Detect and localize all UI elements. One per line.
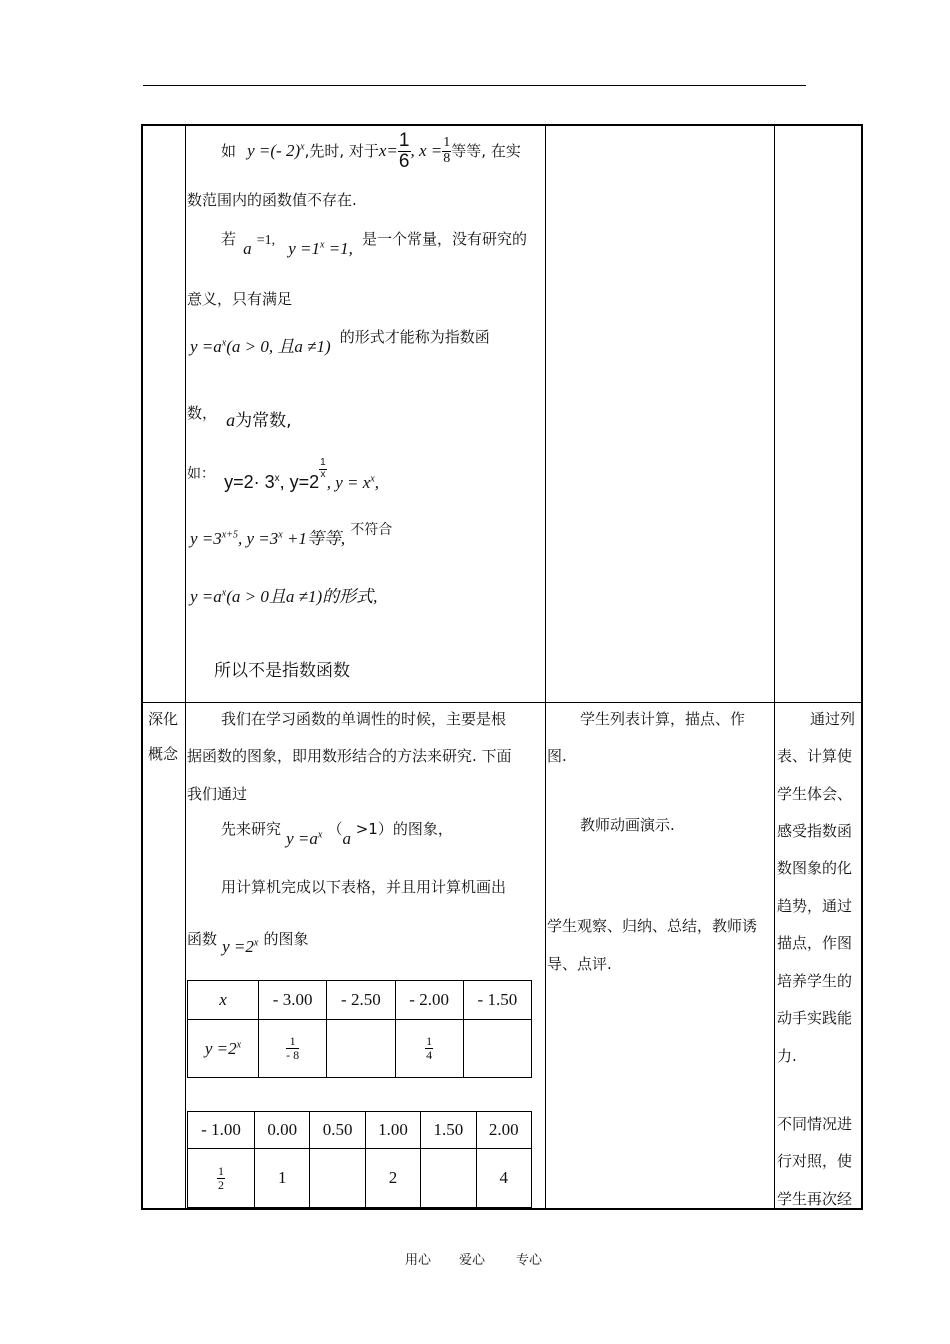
table2-value-cell: 4	[476, 1149, 531, 1208]
table1-header-cell: - 2.50	[327, 981, 395, 1020]
row2-col1-line2: 概念	[148, 745, 179, 763]
row1-l1-tail: 等等, 在实	[451, 141, 521, 160]
row2-col4-line3: 学生体会、	[777, 785, 853, 803]
header-rule	[143, 85, 806, 86]
table1-row-label: $y =2^x$	[188, 1020, 259, 1078]
footer-item-3: 专心	[516, 1253, 543, 1268]
row1-l9-expr: $y =a^x(a > 0$且a ≠1)的形式,	[190, 587, 378, 606]
row1-l7-expr3: , $y = x^x$,	[326, 473, 379, 492]
row2-col2-line3: 我们通过	[187, 785, 248, 803]
row2-col4-line1: 通过列	[810, 710, 856, 728]
row2-col4-line10: 力.	[777, 1047, 797, 1065]
row2-col4-line6: 趋势，通过	[777, 897, 853, 915]
row1-l6-lead: 数，	[187, 404, 218, 422]
fraction-one-sixth: $\frac{1}{6}$	[398, 130, 410, 172]
row1-line4: 意义，只有满足	[187, 290, 293, 308]
row2-col4-line4: 感受指数函	[777, 822, 853, 840]
row2-col4-line8: 培养学生的	[777, 972, 853, 990]
row2-col4-line12: 行对照，使	[777, 1152, 853, 1170]
table1-header-x: x	[188, 981, 259, 1020]
row2-col4-line2: 表、计算使	[777, 747, 853, 765]
row2-l4-expr: $y =a^x$	[286, 829, 323, 848]
row1-l3-expr: $y =1^x =1$,	[288, 239, 353, 258]
row1-l5-tail: 的形式才能称为指数函	[339, 328, 490, 346]
row2-col4-line7: 描点，作图	[777, 934, 853, 952]
table1-value-cell	[327, 1020, 395, 1078]
row2-col4-line13: 学生再次经	[777, 1190, 853, 1208]
table1-value-cell: $\frac{1}{4}$	[395, 1020, 463, 1078]
table2-header-cell: 1.50	[421, 1112, 476, 1149]
table1-header-cell: - 2.00	[395, 981, 463, 1020]
row1-l7-expr1: $y=2\cdot 3^x$	[224, 472, 280, 492]
row1-line2: 数范围内的函数值不存在.	[187, 191, 357, 209]
row1-line1	[221, 131, 521, 172]
values-table-2	[187, 1111, 532, 1208]
row2-col4-line11: 不同情况进	[777, 1115, 853, 1133]
row-divider	[141, 702, 863, 703]
row1-l1-xeq: x=	[378, 140, 398, 160]
table-right-border	[861, 124, 863, 1210]
footer-item-1: 用心	[405, 1253, 432, 1268]
row1-line8	[190, 514, 393, 548]
row1-l3-eq: =1,	[256, 233, 276, 248]
row2-l4-paren: （	[327, 820, 343, 838]
col-divider-3	[774, 124, 775, 1210]
row1-l3-lead: 若	[221, 230, 237, 248]
table2-header-cell: 1.00	[365, 1112, 420, 1149]
row1-l1-lead: 如	[221, 141, 237, 160]
row2-l6-tail: 的图象	[263, 930, 309, 948]
row1-l8-tail: 不符合	[350, 522, 393, 538]
table2-header-cell: - 1.00	[188, 1112, 255, 1149]
table-left-border	[141, 124, 143, 1210]
row1-l7-expr2: , y=2 $\frac{1}{x}$	[279, 457, 326, 492]
table2-value-cell	[310, 1149, 365, 1208]
row1-line10: 所以不是指数函数	[214, 661, 350, 681]
table2-value-cell: 1	[255, 1149, 310, 1208]
row1-l6-tail: 为常数,	[235, 411, 292, 431]
row1-l8-expr: $y =3^{x+5}$, $y =3^x +1$等等,	[190, 529, 346, 548]
row2-col3-line2: 图.	[547, 747, 567, 765]
row2-col2-line4	[221, 818, 453, 848]
row1-l7-lead: 如：	[187, 466, 215, 482]
row2-l4-tail: >1）的图象，	[350, 820, 453, 838]
row2-col4-line9: 动手实践能	[777, 1009, 853, 1027]
row1-l1-xeq2: , x =	[410, 140, 443, 160]
values-table-1	[187, 980, 532, 1078]
row1-line7	[187, 457, 379, 492]
row2-col2-line6	[187, 928, 309, 956]
row2-col3-line4: 学生观察、归纳、总结，教师诱	[547, 917, 758, 935]
table1-value-cell: $\frac{1}{- 8}$	[259, 1020, 327, 1078]
row1-l1-expr: y =(- 2)$^x$	[247, 140, 305, 160]
row1-l3-tail: 是一个常量，没有研究的	[362, 230, 528, 248]
row2-l4-a: a	[342, 829, 351, 848]
table-top-border	[141, 124, 863, 126]
row1-line3	[221, 228, 528, 258]
row1-l3-a: a	[243, 239, 252, 258]
row1-line5	[190, 322, 490, 356]
row2-col1-line1: 深化	[148, 710, 179, 728]
table2-header-cell: 0.00	[255, 1112, 310, 1149]
row1-l5-expr: $y =a^x(a > 0$, 且a ≠1)	[190, 337, 331, 356]
table2-value-cell: $\frac{1}{2}$	[188, 1149, 255, 1208]
table1-header-cell: - 1.50	[463, 981, 531, 1020]
row1-line9	[190, 582, 377, 607]
row1-l1-mid: ,先时, 对于	[304, 141, 379, 160]
row2-col3-line1: 学生列表计算，描点、作	[580, 710, 746, 728]
table-bottom-border	[141, 1208, 863, 1210]
table1-header-cell: - 3.00	[259, 981, 327, 1020]
row2-col2-line2: 据函数的图象，即用数形结合的方法来研究. 下面	[187, 747, 512, 765]
table2-value-cell: 2	[365, 1149, 420, 1208]
table2-value-cell	[421, 1149, 476, 1208]
col-divider-2	[545, 124, 546, 1210]
row2-col3-line5: 导、点评.	[547, 955, 612, 973]
row1-l6-a: a	[226, 410, 236, 430]
col-divider-1	[185, 124, 186, 1210]
row2-col3-line3: 教师动画演示.	[580, 816, 675, 834]
row2-col2-line5: 用计算机完成以下表格，并且用计算机画出	[221, 878, 507, 896]
table2-header-cell: 0.50	[310, 1112, 365, 1149]
row2-l4-lead: 先来研究	[221, 820, 282, 838]
row2-col2-line1: 我们在学习函数的单调性的时候，主要是根	[221, 710, 507, 728]
table2-header-cell: 2.00	[476, 1112, 531, 1149]
row2-col4-line5: 数图象的化	[777, 859, 853, 877]
fraction-one-eighth: $\frac{1}{8}$	[443, 135, 451, 166]
row2-l6-lead: 函数	[187, 930, 218, 948]
row2-l6-expr: $y =2^x$	[222, 937, 259, 956]
table1-value-cell	[463, 1020, 531, 1078]
footer-item-2: 爱心	[459, 1253, 486, 1268]
row1-line6	[187, 398, 292, 431]
